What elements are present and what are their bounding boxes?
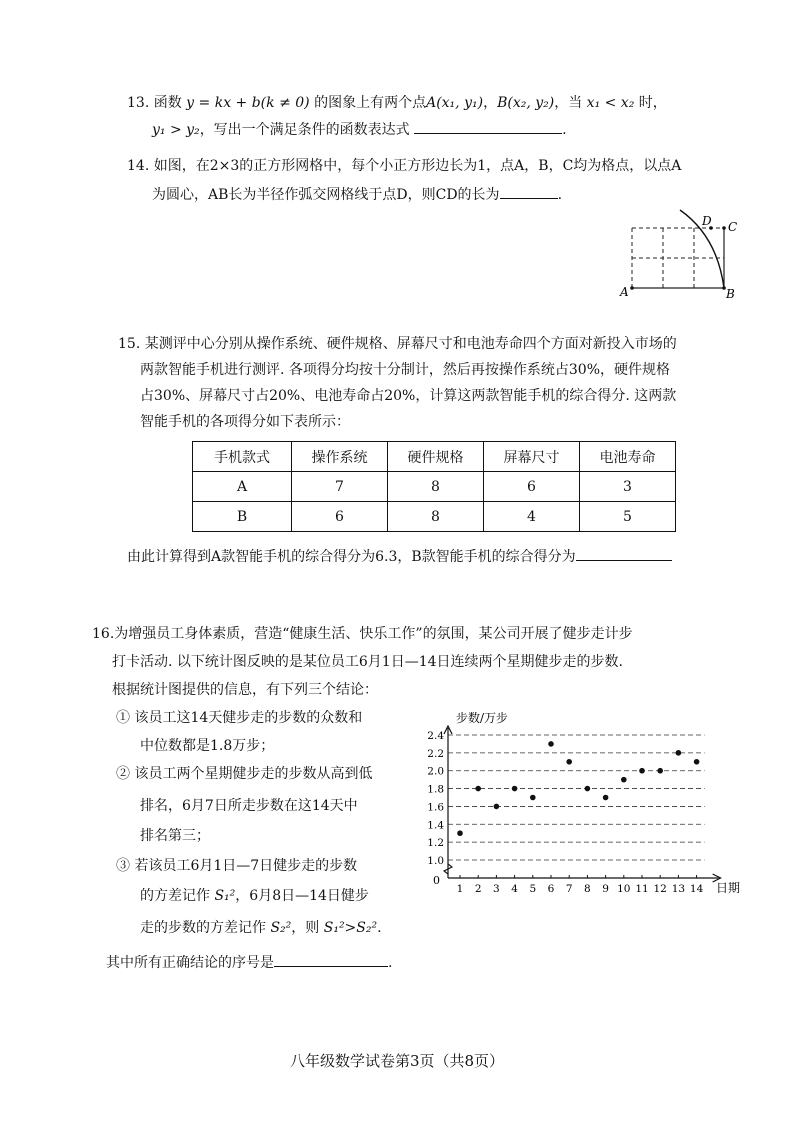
data-point [566, 759, 572, 765]
q16-line-2 [112, 652, 623, 672]
data-point [676, 750, 682, 756]
variance-s2: S₂² [270, 920, 292, 936]
table-cell: 6 [292, 502, 388, 532]
y-tick-label: 1.0 [427, 855, 444, 867]
data-point [457, 830, 463, 836]
q14-text-1: 如图，在2×3的正方形网格中，每个小正方形边长为1，点A，B，C均为格点，以点A [153, 158, 682, 174]
table-header-cell: 操作系统 [292, 442, 388, 472]
data-point [694, 759, 700, 765]
statement-1-line-1 [116, 708, 362, 728]
q16-number: 16. [92, 626, 115, 642]
q14-number: 14. [127, 158, 150, 174]
x-tick-label: 2 [474, 883, 482, 895]
data-point [475, 786, 481, 792]
x-tick-label: 11 [635, 883, 649, 895]
data-point [512, 786, 518, 792]
x-tick-label: 9 [602, 883, 609, 895]
table-row [193, 502, 676, 532]
table-cell: 5 [580, 502, 676, 532]
data-point [603, 795, 609, 801]
q13-expression: y = kx + b(k ≠ 0) [186, 95, 310, 111]
q13-answer-blank[interactable] [414, 119, 562, 134]
q14-answer-blank[interactable] [500, 184, 558, 199]
q16-line-3 [112, 680, 378, 700]
statement-3-number: ③ [116, 858, 130, 874]
y-tick-label: 2.2 [427, 747, 444, 760]
q14-line-1 [127, 156, 681, 176]
x-tick-label: 5 [529, 883, 537, 895]
table-row [193, 472, 676, 502]
table-header-row [193, 442, 676, 472]
table-cell: 6 [484, 472, 580, 502]
q13-sep: ， [483, 95, 498, 111]
table-header-cell: 硬件规格 [388, 442, 484, 472]
statement-2-line-2 [140, 796, 358, 816]
x-tick-label: 3 [493, 883, 500, 895]
q13-point-b: B(x₂, y₂) [497, 95, 555, 111]
x-tick-label: 13 [671, 883, 686, 895]
table-cell: 7 [292, 472, 388, 502]
variance-relation: S₁²>S₂² [323, 920, 378, 936]
q13-text-d: 时， [638, 95, 667, 111]
statement-2-number: ② [116, 766, 130, 782]
statement-1-text-2: 中位数都是1.8万步； [140, 738, 275, 754]
statement-1-number: ① [116, 710, 130, 726]
x-tick-label: 10 [617, 883, 631, 895]
statement-3-line-1 [116, 856, 357, 876]
label-c: C [728, 220, 738, 234]
table-header-cell: 手机款式 [193, 442, 292, 472]
footer-text: 八年级数学试卷第3页（共8页） [289, 1052, 505, 1070]
q13-text-e: ，写出一个满足条件的函数表达式 [199, 122, 410, 138]
q15-number: 15. [118, 336, 141, 352]
statement-2-line-1 [116, 764, 372, 784]
q16-answer-prompt: 其中所有正确结论的序号是 [106, 955, 274, 971]
q15-text-3: 占30%、屏幕尺寸占20%、电池寿命占20%，计算这两款智能手机的综合得分. 这两款 [140, 388, 677, 404]
statement-3-line-2 [140, 886, 369, 906]
data-point [585, 786, 591, 792]
q16-end: . [388, 955, 393, 971]
q13-condition-2: y₁ > y₂ [152, 122, 200, 138]
data-point [494, 804, 500, 810]
x-tick-label: 1 [456, 883, 464, 895]
q16-text-2: 打卡活动. 以下统计图反映的是某位员工6月1日—14日连续两个星期健步走的步数. [112, 654, 623, 670]
table-cell: 4 [484, 502, 580, 532]
x-tick-label: 4 [511, 883, 518, 895]
y-tick-label: 1.4 [427, 819, 444, 832]
q15-line-3 [140, 386, 676, 406]
q13-text-c: ，当 [554, 95, 583, 111]
y-axis-title: 步数/万步 [456, 711, 509, 725]
q13-condition-1: x₁ < x₂ [586, 95, 635, 111]
statement-3-text-3a: 走的步数的方差记作 [140, 920, 266, 936]
statement-2-text-1: 该员工两个星期健步走的步数从高到低 [134, 766, 373, 782]
data-point [530, 795, 536, 801]
q13-point-a: A(x₁, y₁) [426, 95, 484, 111]
q15-answer-blank[interactable] [576, 546, 672, 561]
table-cell: A [193, 472, 292, 502]
statement-3-text-2b: ，6月8日—14日健步 [235, 888, 369, 904]
x-tick-label: 14 [689, 883, 704, 895]
statement-3-text-3b: ，则 [291, 920, 320, 936]
x-axis-title: 日期 [716, 881, 741, 895]
y-tick-label: 2.4 [427, 730, 444, 742]
y-tick-label: 1.8 [427, 783, 444, 796]
data-point [621, 777, 627, 783]
q14-line-2 [152, 184, 562, 205]
q16-text-1: 为增强员工身体素质，营造“健康生活、快乐工作”的氛围，某公司开展了健步走计步 [114, 626, 633, 642]
x-tick-label: 8 [584, 883, 591, 895]
point-c [722, 226, 726, 230]
q15-conclusion [127, 546, 672, 567]
y-tick-label: 2.0 [427, 765, 444, 778]
q15-text-2: 两款智能手机进行测评. 各项得分均按十分制计，然后再按操作系统占30%，硬件规格 [140, 362, 671, 378]
y-tick-label: 1.2 [427, 837, 444, 850]
q14-text-2: 为圆心，AB长为半径作弧交网格线于点D，则CD的长为 [152, 187, 500, 203]
q16-line-1 [92, 624, 633, 644]
statement-3-end: . [377, 920, 382, 936]
label-a: A [620, 285, 629, 299]
q15-line-4 [140, 412, 350, 432]
label-d: D [702, 214, 712, 228]
q15-text-4: 智能手机的各项得分如下表所示： [140, 414, 350, 430]
q13-line-1 [127, 93, 667, 113]
y-tick-label: 1.6 [427, 801, 444, 814]
table-header-cell: 屏幕尺寸 [484, 442, 580, 472]
table-cell: 3 [580, 472, 676, 502]
q14-grid-figure [612, 206, 752, 302]
q15-text-1: 某测评中心分别从操作系统、硬件规格、屏幕尺寸和电池寿命四个方面对新投入市场的 [144, 336, 677, 352]
q14-end: . [557, 187, 563, 203]
variance-s1: S₁² [214, 888, 236, 904]
q15-line-2 [140, 360, 670, 380]
statement-2-line-3 [140, 826, 210, 846]
statement-1-text-1: 该员工这14天健步走的步数的众数和 [134, 710, 363, 726]
origin-label: 0 [433, 874, 440, 887]
data-point [657, 768, 663, 774]
page-footer [0, 1050, 794, 1071]
q16-answer-blank[interactable] [274, 952, 388, 967]
q15-conclusion-text: 由此计算得到A款智能手机的综合得分为6.3，B款智能手机的综合得分为 [127, 549, 576, 565]
table-header-cell: 电池寿命 [580, 442, 676, 472]
table-cell: B [193, 502, 292, 532]
q13-end: . [562, 122, 567, 138]
label-b: B [726, 287, 735, 301]
point-a [630, 286, 634, 290]
statement-2-text-3: 排名第三； [140, 828, 210, 844]
q13-line-2 [152, 119, 567, 140]
statement-3-line-3 [140, 918, 382, 938]
statement-2-text-2: 排名，6月7日所走步数在这14天中 [140, 798, 358, 814]
q15-line-1 [118, 334, 677, 354]
q13-text-a: 函数 [153, 95, 182, 111]
x-tick-label: 12 [653, 883, 667, 895]
statement-1-line-2 [140, 736, 274, 756]
q13-text-b: 的图象上有两个点 [314, 95, 427, 111]
data-point [639, 768, 645, 774]
table-cell: 8 [388, 472, 484, 502]
q16-answer-line [106, 952, 392, 973]
x-tick-label: 7 [565, 883, 573, 895]
table-cell: 8 [388, 502, 484, 532]
q13-number: 13. [127, 95, 150, 111]
score-table [192, 441, 676, 532]
statement-3-text-2a: 的方差记作 [140, 888, 210, 904]
statement-3-text-1: 若该员工6月1日—7日健步走的步数 [134, 858, 358, 874]
x-tick-label: 6 [547, 883, 555, 895]
q16-text-3: 根据统计图提供的信息，有下列三个结论： [112, 682, 378, 698]
step-count-chart [416, 702, 746, 898]
data-point [548, 741, 554, 747]
